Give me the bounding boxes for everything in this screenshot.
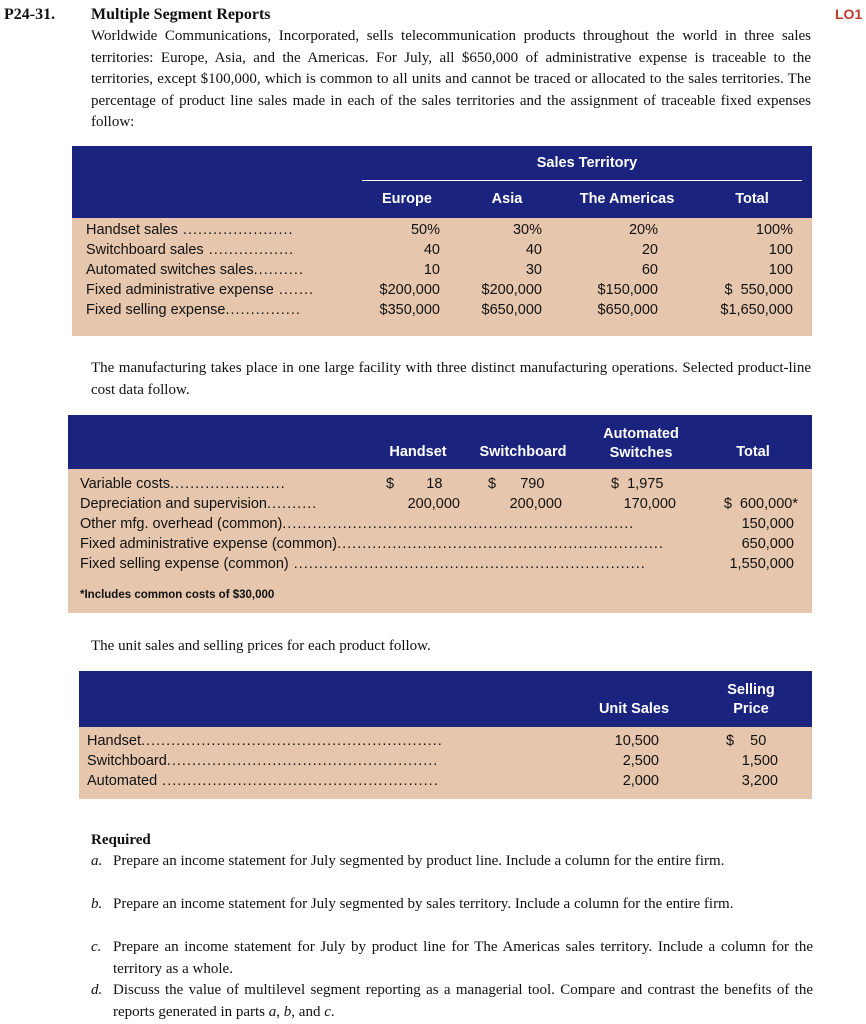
leader-dots: .......................	[170, 476, 286, 492]
table-cell: $200,000	[379, 282, 440, 298]
table-cell: 20	[641, 242, 658, 258]
table-cell: $650,000	[481, 302, 542, 318]
table-row	[79, 733, 812, 753]
row-label: Handset sales	[86, 222, 178, 238]
table-cell: 2,000	[622, 773, 659, 789]
table-cell: $ 600,000*	[723, 496, 798, 512]
header-divider	[362, 180, 802, 181]
item-text: Prepare an income statement for July segmented by sales territory. Include a column for the entire firm.	[113, 896, 734, 912]
column-header: Total	[736, 444, 770, 460]
sales-territory-table	[72, 146, 812, 336]
table-row	[68, 496, 812, 516]
table-cell: $ 18	[386, 476, 443, 492]
table-header	[79, 671, 812, 727]
table-cell: 100	[768, 242, 793, 258]
table-cell: 40	[423, 242, 440, 258]
item-text: Prepare an income statement for July segmented by product line. Include a column for the entire firm.	[113, 853, 725, 869]
table-cell: $150,000	[597, 282, 658, 298]
row-label: Fixed selling expense (common)	[80, 556, 289, 572]
problem-title: Multiple Segment Reports	[91, 6, 271, 23]
leader-dots: ......................................................................	[282, 516, 635, 532]
learning-objective-badge: LO1	[835, 6, 863, 22]
table-cell: 200,000	[407, 496, 460, 512]
table-cell: 1,500	[741, 753, 778, 769]
unit-sales-paragraph: The unit sales and selling prices for each product follow.	[91, 638, 431, 654]
table-cell: $350,000	[379, 302, 440, 318]
table-row	[68, 556, 812, 576]
row-label: Fixed administrative expense (common)	[80, 536, 338, 552]
table-cell: 10	[423, 262, 440, 278]
table-cell: 3,200	[741, 773, 778, 789]
leader-dots: ..........	[253, 262, 304, 278]
row-label: Fixed administrative expense	[86, 282, 274, 298]
table-header	[72, 146, 812, 218]
unit-sales-table	[79, 671, 812, 799]
row-label: Fixed selling expense	[86, 302, 226, 318]
table-cell: 10,500	[614, 733, 659, 749]
column-header: Handset	[389, 444, 447, 460]
table-row	[68, 516, 812, 536]
leader-dots: .......	[273, 282, 315, 298]
required-heading: Required	[91, 832, 151, 848]
table-row	[68, 476, 812, 496]
table-cell: 20%	[628, 222, 658, 238]
table-cell: 100	[768, 262, 793, 278]
row-label: Other mfg. overhead (common)	[80, 516, 283, 532]
table-cell: 2,500	[622, 753, 659, 769]
item-letter: d.	[91, 982, 103, 998]
table-row	[72, 262, 812, 282]
table-cell: $ 1,975	[611, 476, 664, 492]
product-cost-table	[68, 415, 812, 613]
manufacturing-paragraph: The manufacturing takes place in one large facility with three distinct manufacturing operations. Selected product-line cost data follow.	[91, 360, 811, 398]
row-label: Switchboard sales	[86, 242, 204, 258]
table-cell: $200,000	[481, 282, 542, 298]
item-text: Prepare an income statement for July by product line for The Americas sales territory. Include a column for the territory as a whole.	[113, 939, 813, 977]
table-cell: $ 790	[488, 476, 545, 492]
column-header: Automated Switches	[603, 426, 679, 461]
column-header: Asia	[491, 191, 523, 207]
column-header: Switchboard	[479, 444, 567, 460]
intro-paragraph: Worldwide Communications, Incorporated, sells telecommunication products throughout the world in three sales territories: Europe, Asia, and the Americas. For July, all $650,000 of administrative expense is traceable to the territories, except $100,000, which is common to all units and cannot be traced or allocated to the sales territories. The percentage of product line sales made in each of the sales territories and the assignment of traceable fixed expenses follow:	[91, 28, 811, 130]
row-label: Automated	[87, 773, 158, 789]
column-header: Europe	[382, 191, 432, 207]
table-footnote: *Includes common costs of $30,000	[80, 589, 275, 601]
item-letter: c.	[91, 939, 102, 955]
table-cell: 40	[525, 242, 542, 258]
table-cell: 30%	[512, 222, 542, 238]
row-label: Depreciation and supervision	[80, 496, 267, 512]
table-cell: 650,000	[741, 536, 794, 552]
column-header: The Americas	[579, 191, 675, 207]
column-header: Total	[735, 191, 769, 207]
table-cell: 50%	[410, 222, 440, 238]
table-cell: $ 550,000	[724, 282, 793, 298]
table-cell: 60	[641, 262, 658, 278]
problem-number: P24-31.	[4, 6, 56, 23]
row-label: Switchboard	[87, 753, 167, 769]
item-letter: a.	[91, 853, 103, 869]
table-row	[72, 282, 812, 302]
row-label: Handset	[87, 733, 142, 749]
table-cell: $650,000	[597, 302, 658, 318]
column-header: Selling Price	[727, 682, 775, 717]
row-label: Automated switches sales	[86, 262, 254, 278]
table-row	[72, 302, 812, 322]
item-letter: b.	[91, 896, 103, 912]
group-header: Sales Territory	[536, 155, 638, 171]
table-cell: 30	[525, 262, 542, 278]
column-header: Unit Sales	[598, 701, 670, 717]
leader-dots: ...............	[225, 302, 301, 318]
table-cell: $1,650,000	[720, 302, 793, 318]
leader-dots: ............................................................	[141, 733, 443, 749]
table-cell: $ 50	[726, 733, 767, 749]
row-label: Variable costs	[80, 476, 170, 492]
leader-dots: ..........	[267, 496, 318, 512]
table-cell: 100%	[755, 222, 793, 238]
item-text: Discuss the value of multilevel segment reporting as a managerial tool. Compare and contrast the benefits of the reports generated in parts a, b, and c.	[113, 982, 813, 1020]
table-row	[79, 753, 812, 773]
table-header	[68, 415, 812, 469]
table-row	[68, 536, 812, 556]
table-cell: 170,000	[623, 496, 676, 512]
leader-dots: ......................	[177, 222, 294, 238]
table-row	[72, 222, 812, 242]
leader-dots: .................	[203, 242, 295, 258]
table-row	[72, 242, 812, 262]
table-cell: 200,000	[509, 496, 562, 512]
leader-dots: ......................................................................	[288, 556, 646, 572]
leader-dots: ......................................................	[166, 753, 439, 769]
table-cell: 150,000	[741, 516, 794, 532]
leader-dots: .................................................................	[337, 536, 664, 552]
table-cell: 1,550,000	[729, 556, 794, 572]
table-row	[79, 773, 812, 793]
leader-dots: .......................................................	[157, 773, 439, 789]
